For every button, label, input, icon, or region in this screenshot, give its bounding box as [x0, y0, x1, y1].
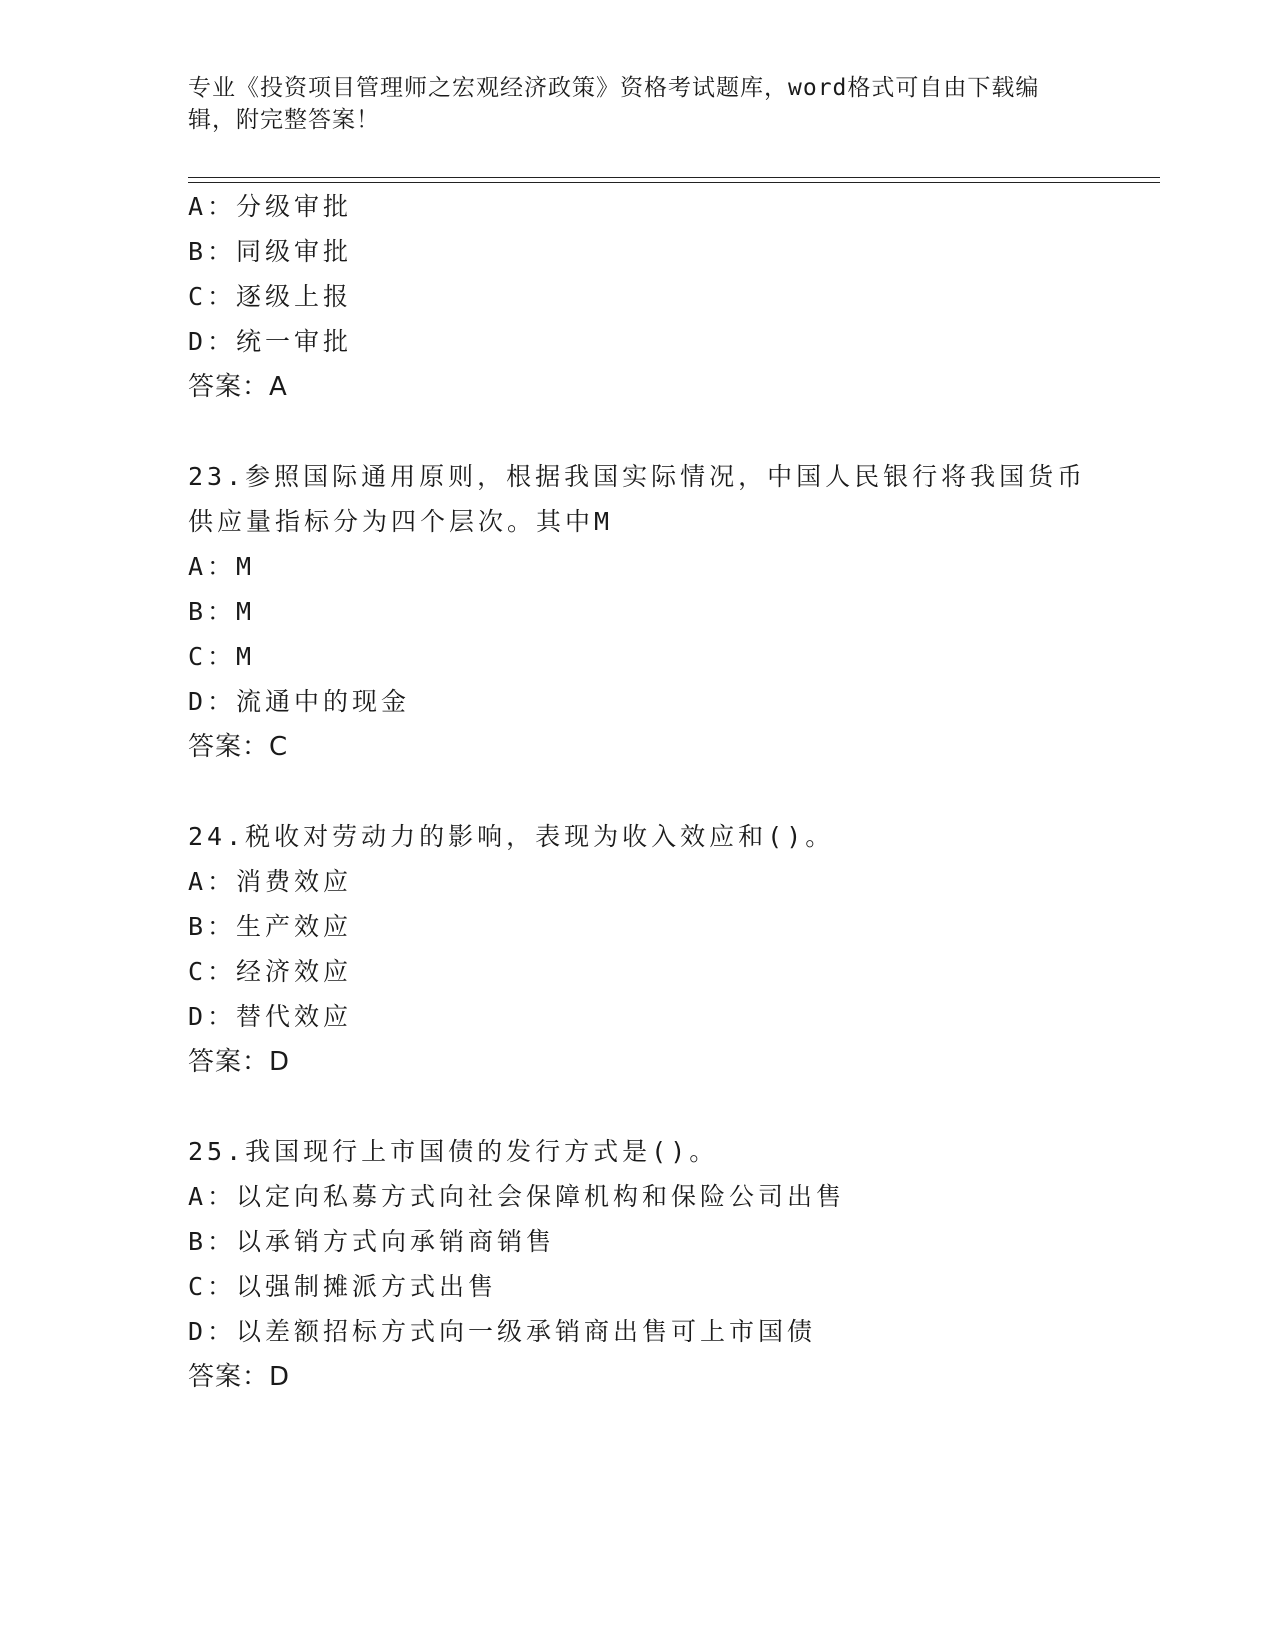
q23-stem-line-2: 供应量指标分为四个层次。其中M [188, 507, 614, 536]
q25-stem: 25.我国现行上市国债的发行方式是()。 [188, 1137, 719, 1166]
document-header [188, 72, 1088, 136]
q25-option-a: A：以定向私募方式向社会保障机构和保险公司出售 [188, 1182, 846, 1211]
header-divider-bottom [188, 182, 1160, 183]
q24-option-c: C：经济效应 [188, 957, 353, 986]
q22-option-d: D：统一审批 [188, 327, 353, 356]
q24-option-b: B：生产效应 [188, 912, 353, 941]
header-title-line-1: 专业《投资项目管理师之宏观经济政策》资格考试题库，word格式可自由下载编 [188, 75, 1040, 101]
q24-answer: 答案：D [188, 1047, 291, 1077]
q23-answer: 答案：C [188, 732, 289, 762]
q25-option-c: C：以强制摊派方式出售 [188, 1272, 498, 1301]
q23-option-b: B：M [188, 597, 256, 626]
q25-option-d: D：以差额招标方式向一级承销商出售可上市国债 [188, 1317, 817, 1346]
q25-answer: 答案：D [188, 1362, 291, 1392]
q22-option-a: A：分级审批 [188, 192, 353, 221]
q22-option-b: B：同级审批 [188, 237, 353, 266]
q23-stem-line-1: 23.参照国际通用原则，根据我国实际情况，中国人民银行将我国货币 [188, 462, 1087, 491]
q22-option-c: C：逐级上报 [188, 282, 353, 311]
header-title-line-2: 辑，附完整答案！ [188, 107, 380, 133]
q23-option-c: C：M [188, 642, 256, 671]
q23-option-d: D：流通中的现金 [188, 687, 411, 716]
q24-option-a: A：消费效应 [188, 867, 353, 896]
q24-stem: 24.税收对劳动力的影响，表现为收入效应和()。 [188, 822, 835, 851]
q23-option-a: A：M [188, 552, 256, 581]
q25-option-b: B：以承销方式向承销商销售 [188, 1227, 556, 1256]
header-divider-top [188, 177, 1160, 178]
q22-answer: 答案：A [188, 372, 288, 402]
q24-option-d: D：替代效应 [188, 1002, 353, 1031]
